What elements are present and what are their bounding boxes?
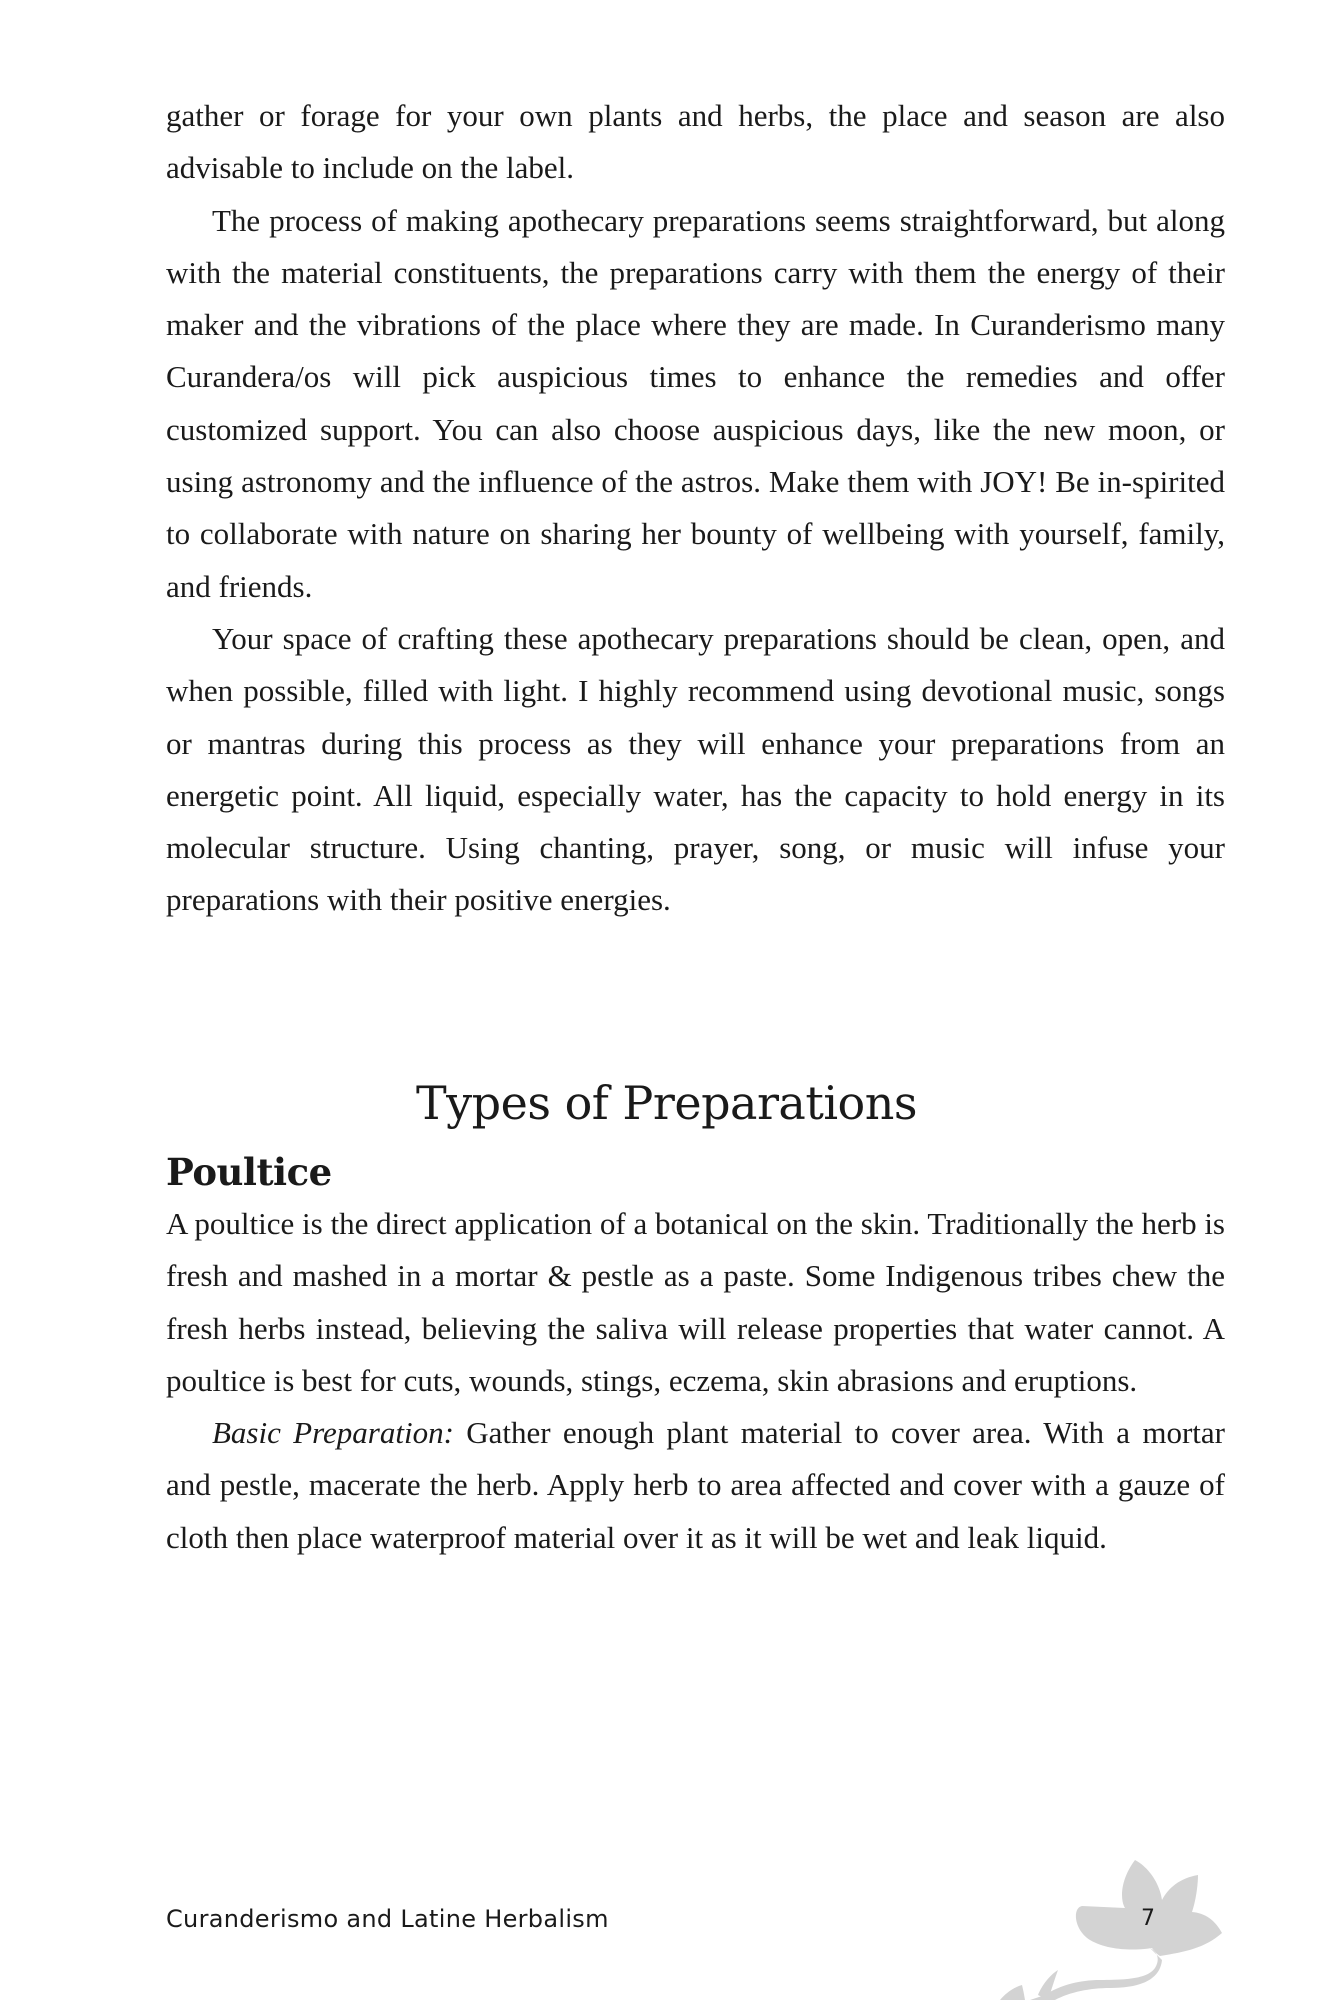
basic-preparation-label: Basic Preparation:: [212, 1415, 454, 1451]
page-number: 7: [1141, 1906, 1155, 1931]
basic-preparation-text: Gather enough plant material to cover area. With a mortar and pestle, macerate the herb. Apply herb to area affected and cover with a gauze of cloth then place waterproof material over it as it will be wet and leak liquid.: [166, 1415, 1225, 1555]
running-footer-title: Curanderismo and Latine Herbalism: [166, 1905, 609, 1933]
paragraph-1: gather or forage for your own plants and herbs, the place and season are also advisable to include on the label.: [166, 98, 1225, 186]
paragraph-3: Your space of crafting these apothecary preparations should be clean, open, and when possible, filled with light. I highly recommend using devotional music, songs or mantras during this process as they will enhance your preparations from an energetic point. All liquid, especially water, has the capacity to hold energy in its molecular structure. Using chanting, prayer, song, or music will infuse your preparations with their positive energies.: [166, 620, 1225, 918]
paragraph-5: [166, 1407, 1225, 1564]
section-heading: Types of Preparations: [416, 1076, 917, 1130]
body-text-poultice: [166, 1198, 1225, 1564]
subsection-heading: Poultice: [166, 1150, 332, 1194]
body-text-top: [166, 90, 1225, 927]
paragraph-4: A poultice is the direct application of a botanical on the skin. Traditionally the herb is fresh and mashed in a mortar & pestle as a paste. Some Indigenous tribes chew the fresh herbs instead, believing the saliva will release properties that water cannot. A poultice is best for cuts, wounds, stings, eczema, skin abrasions and eruptions.: [166, 1206, 1225, 1398]
flower-icon: [1000, 1780, 1333, 2000]
paragraph-2: The process of making apothecary preparations seems straightforward, but along with the material constituents, the preparations carry with them the energy of their maker and the vibrations of the place where they are made. In Curanderismo many Curandera/os will pick auspicious times to enhance the remedies and offer customized support. You can also choose auspicious days, like the new moon, or using astronomy and the influence of the astros. Make them with JOY! Be in-spirited to collaborate with nature on sharing her bounty of wellbeing with yourself, family, and friends.: [166, 202, 1225, 604]
